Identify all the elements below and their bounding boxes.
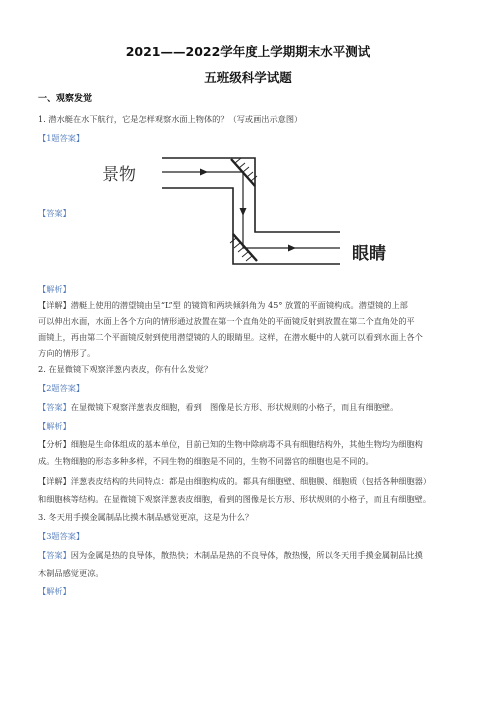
q1-detail-line-1: 【详解】潜艇上使用的潜望镜由呈“L”型 的镜筒和两块倾斜角为 45° 放置的平面镜构成。潜望镜的上部 <box>38 300 408 310</box>
q2-question: 2. 在显微镜下观察洋葱内表皮，你有什么发觉？ <box>38 364 213 374</box>
q2-detail-line-2: 和细胞核等结构。在显微镜下观察洋葱表皮细胞，看到的图像是长方形、形状规则的小格子，而且有细胞壁。 <box>38 494 432 504</box>
q1-answer-label: 【答案】 <box>38 208 71 218</box>
q1-detail-line-4: 方向的情形了。 <box>38 348 96 358</box>
periscope-diagram <box>100 152 390 280</box>
q3-answer-line-1: 【答案】因为金属是热的良导体，散热快；木制品是热的不良导体，散热慢，所以冬天用手摸金属制品比摸 <box>38 550 423 560</box>
q2-detail-line-1: 【详解】洋葱表皮结构的共同特点：都是由细胞构成的。都具有细胞壁、细胞膜、细胞质（包括各种细胞器） <box>38 476 432 486</box>
q3-question: 3. 冬天用手摸金属制品比摸木制品感觉更凉，这是为什么？ <box>38 512 254 522</box>
q2-analysis-line-2: 成。生物细胞的形态多种多样，不同生物的细胞是不同的，生物不同器官的细胞也是不同的。 <box>38 456 374 466</box>
q2-analysis-tag: 【解析】 <box>38 421 71 431</box>
q2-answer-tag: 【2题答案】 <box>38 383 85 393</box>
eye-label: 眼睛 <box>352 244 386 264</box>
page-subtitle: 五班级科学试题 <box>204 70 292 85</box>
q1-detail-line-3: 面镜上，再由第二个平面镜反射到使用潜望镜的人的眼睛里。这样，在潜水艇中的人就可以看到水面上各个 <box>38 332 423 342</box>
section-heading: 一、观察发觉 <box>38 94 93 104</box>
q2-answer: 【答案】在显微镜下观察洋葱表皮细胞，看到 图像是长方形、形状规则的小格子，而且有细胞壁。 <box>38 402 399 412</box>
q1-detail-line-2: 可以伸出水面，水面上各个方向的情形通过放置在第一个直角处的平面镜反射到放置在第二个直角处的平 <box>38 316 415 326</box>
q3-answer-tag: 【3题答案】 <box>38 531 85 541</box>
q1-answer-tag: 【1题答案】 <box>38 133 85 143</box>
q3-analysis-tag: 【解析】 <box>38 586 71 596</box>
light-path <box>162 172 340 248</box>
q1-question: 1. 潜水艇在水下航行，它是怎样观察水面上物体的？（写或画出示意图） <box>38 114 303 124</box>
light-arrows <box>200 169 296 252</box>
object-label: 景物 <box>102 165 136 185</box>
page-title: 2021——2022学年度上学期期末水平测试 <box>125 44 371 59</box>
q2-analysis-line-1: 【分析】细胞是生命体组成的基本单位，目前已知的生物中除病毒不具有细胞结构外，其他生物均为细胞构 <box>38 439 423 449</box>
q1-analysis-tag: 【解析】 <box>38 284 71 294</box>
q3-answer-line-2: 木制品感觉更凉。 <box>38 568 104 578</box>
